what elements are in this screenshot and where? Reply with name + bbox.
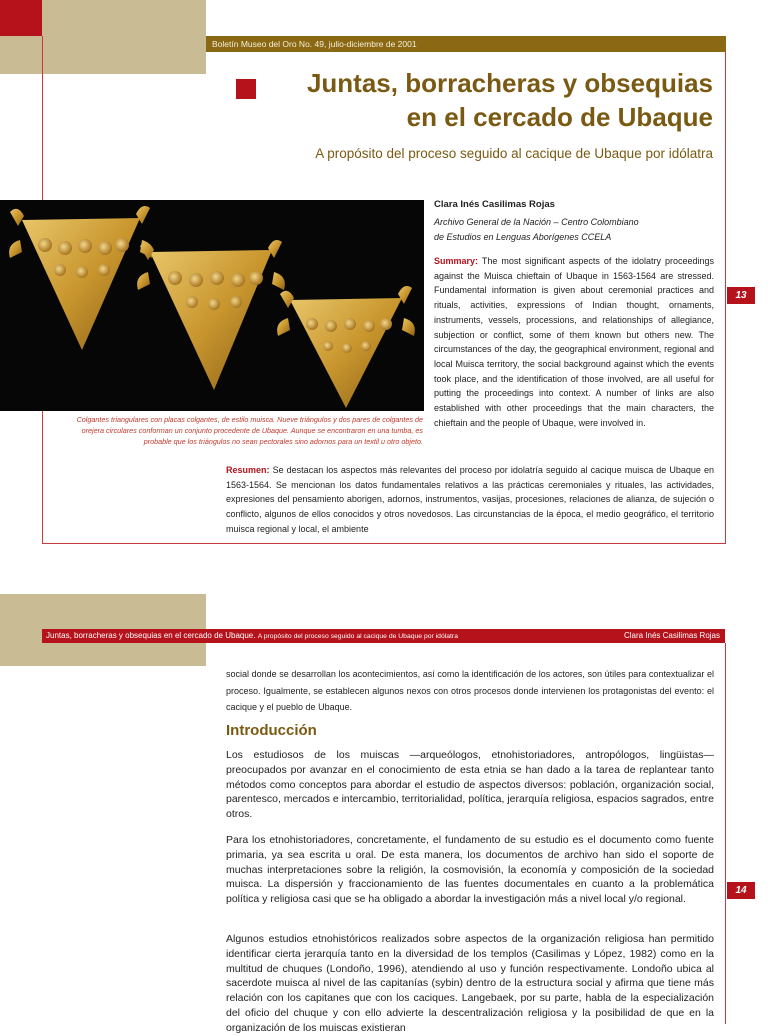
paragraph-3: Algunos estudios etnohistóricos realizados sobre aspectos de la organización religiosa han permitido identificar cierta jerarquía tanto en la diversidad de los templos (Casilimas y López, 1982) como en la multitud de chuques (Londoño, 1996), atendiendo al uso y función respectivamente. Londoño ubica al sacerdote muisca al nivel de las capitanías (sybin) dentro de la estructura social y afirma que tiene más relación con los capitanes que con los caciques. Langebaek, por su parte, habla de la especialización del oficio del chuque y con ello advierte la descentralización religiosa y la posibilidad de que en la organización de los muiscas existieran (226, 933, 714, 1034)
summary-label: Summary: (434, 256, 479, 266)
paragraph-2: Para los etnohistoriadores, concretamente, el fundamento de su estudio es el documento como fuente primaria, ya sea escrita u oral. De esta manera, los documentos de archivo han sido el soporte de muchas interpretaciones sobre la religión, la cosmovisión, la economía y composición de la sociedad muisca. La dispersión y fraccionamiento de las fuentes documentales en cuanto a la problemática política y religiosa casi que se ha obligado a abordar la investigación más a nivel local y/o regional. (226, 834, 714, 906)
frame-line-bottom (42, 543, 726, 544)
frame-line-right (725, 52, 726, 544)
caption-line-2: orejera circulares conforman un conjunto procedente de Ubaque. Aunque se encontraron en una tumba, es (81, 426, 423, 435)
caption-line-1: Colgantes triangulares con placas colgantes, de estilo muisca. Nueve triángulos y dos pares de colgantes de (76, 415, 423, 424)
title-line-2: en el cercado de Ubaque (406, 102, 713, 132)
page2-frame-line-right (725, 643, 726, 1024)
gold-pendants-photo (0, 200, 424, 411)
resumen-block (226, 463, 714, 534)
resumen-continuation: social donde se desarrollan los acontecimientos, así como la identificación de los actores, son útiles para contextualizar el proceso. Igualmente, se establecen algunos nexos con otros procesos donde intervienen los protagonistas del evento: el cacique y el pueblo de Ubaque. (226, 669, 714, 712)
author-affiliation (434, 215, 724, 245)
journal-header: Boletín Museo del Oro No. 49, julio-diciembre de 2001 (212, 39, 417, 49)
author-name: Clara Inés Casilimas Rojas (434, 199, 555, 210)
article-title (233, 66, 713, 134)
photo-caption (20, 414, 423, 447)
running-author: Clara Inés Casilimas Rojas (623, 631, 720, 640)
page-number-14: 14 (727, 882, 755, 899)
running-title (46, 630, 458, 643)
running-title-sub: A propósito del proceso seguido al cacique de Ubaque por idólatra (257, 633, 458, 640)
resumen-text: Se destacan los aspectos más relevantes del proceso por idolatría seguido al cacique muisca de Ubaque en 1563-1564. Se mencionan los datos fundamentales relativos a las prácticas ceremoniales y rituales, las actividades, expresiones del pensamiento aborigen, adornos, instrumentos, vasijas, procesiones, relaciones de alianza, de sujeción o conflicto, algunos de ellos conocidos y otros novedosos. Las circunstancias de la época, el medio geográfico, el territorio muisca regional y local, el ambiente (226, 465, 714, 534)
title-line-1: Juntas, borracheras y obsequias (306, 68, 713, 98)
corner-red-block (0, 0, 42, 36)
affiliation-line-2: de Estudios en Lenguas Aborígenes CCELA (434, 232, 612, 242)
running-title-main: Juntas, borracheras y obsequias en el cercado de Ubaque. (46, 631, 256, 640)
affiliation-line-1: Archivo General de la Nación – Centro Colombiano (434, 217, 639, 227)
article-subtitle: A propósito del proceso seguido al cacique de Ubaque por idólatra (315, 146, 713, 161)
resumen-label: Resumen: (226, 465, 270, 475)
frame-line-left (42, 36, 43, 200)
caption-line-3: probable que los triángulos no sean pectorales sino adornos para un textil u otro objeto. (143, 437, 423, 446)
summary-block (434, 254, 714, 430)
section-heading: Introducción (226, 722, 317, 739)
pendants-illustration (0, 200, 424, 411)
summary-text: The most significant aspects of the idolatry proceedings against the Muisca chieftain of Ubaque in 1563-1564 are stressed. Fundamental information is given about ceremonial practices and rituals, activities, expressions of Indian thought, ornaments, instruments, vessels, processions, and relationships of allegiance, subjection or conflict, some of them known but others new. The circumstances of the day, the geographical environment, regional and local Muisca territory, the social background against which the events took place, and the identification of those involved, are all useful for putting the proceedings into context. A number of links are also established with other proceedings that the main characters, the chieftain and the people of Ubaque, were involved in. (434, 256, 714, 428)
page-number-13: 13 (727, 287, 755, 304)
paragraph-1: Los estudiosos de los muiscas —arqueólogos, etnohistoriadores, antropólogos, lingüistas— preocupados por avanzar en el conocimiento de esta etnia se han dado a la tarea de replantear tanto métodos como conceptos para abordar el estudio de aspectos diversos: población, organización social, parentesco, mercados e intercambio, territorialidad, política, jerarquía religiosa, espacios sagrados, entre otros. (226, 749, 714, 821)
